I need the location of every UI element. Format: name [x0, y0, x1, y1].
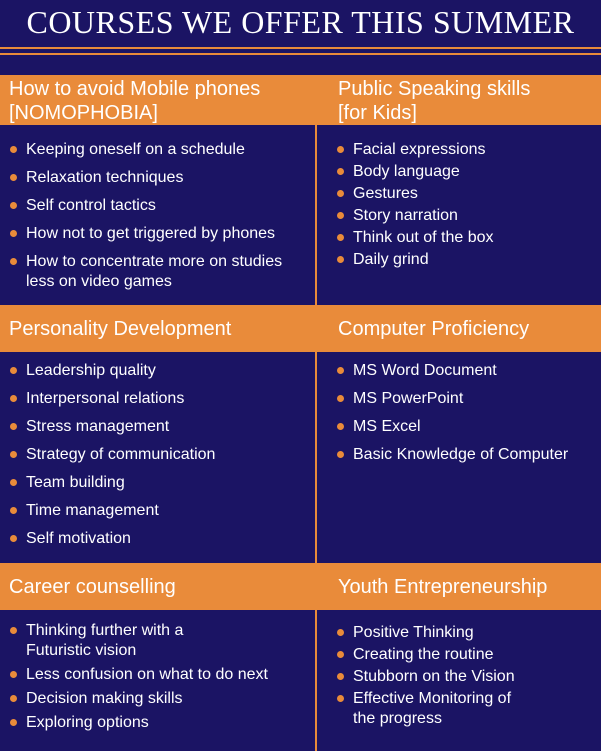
list-item: Basic Knowledge of Computer: [337, 445, 599, 465]
course-list-career: [10, 621, 310, 737]
section-heading-nomophobia: How to avoid Mobile phones [NOMOPHOBIA]: [9, 78, 261, 124]
bullet-icon: [337, 629, 344, 636]
list-item: Strategy of communication: [10, 445, 310, 465]
bullet-icon: [337, 168, 344, 175]
course-list-computer: [337, 361, 599, 473]
bullet-icon: [10, 479, 17, 486]
bullet-icon: [10, 535, 17, 542]
list-item: Gestures: [337, 184, 597, 204]
list-item: Decision making skills: [10, 689, 310, 709]
list-item: Positive Thinking: [337, 623, 599, 643]
bullet-icon: [10, 627, 17, 634]
bullet-icon: [10, 146, 17, 153]
list-item: MS Excel: [337, 417, 599, 437]
list-item: Self control tactics: [10, 196, 310, 216]
section-heading-public-speaking: Public Speaking skills [for Kids]: [338, 78, 531, 124]
course-list-personality: [10, 361, 310, 557]
bullet-icon: [10, 174, 17, 181]
column-divider-top: [315, 125, 317, 305]
bullet-icon: [337, 451, 344, 458]
bullet-icon: [10, 367, 17, 374]
bullet-icon: [337, 256, 344, 263]
list-item: Think out of the box: [337, 228, 597, 248]
bullet-icon: [337, 673, 344, 680]
list-item: Creating the routine: [337, 645, 599, 665]
list-item: Team building: [10, 473, 310, 493]
bullet-icon: [10, 395, 17, 402]
list-item: MS Word Document: [337, 361, 599, 381]
bullet-icon: [337, 212, 344, 219]
list-item: Leadership quality: [10, 361, 310, 381]
page-title: COURSES WE OFFER THIS SUMMER: [26, 4, 575, 40]
course-list-public-speaking: [337, 140, 597, 272]
section-heading-career: Career counselling: [9, 576, 176, 598]
bullet-icon: [10, 423, 17, 430]
section-heading-computer: Computer Proficiency: [338, 318, 530, 340]
bullet-icon: [10, 451, 17, 458]
list-item: Interpersonal relations: [10, 389, 310, 409]
list-item: Time management: [10, 501, 310, 521]
bullet-icon: [10, 230, 17, 237]
list-item: How to concentrate more on studies less on video games: [10, 252, 310, 292]
bullet-icon: [337, 146, 344, 153]
bullet-icon: [337, 367, 344, 374]
list-item: Exploring options: [10, 713, 310, 733]
list-item: Body language: [337, 162, 597, 182]
bullet-icon: [337, 695, 344, 702]
list-item: Stress management: [10, 417, 310, 437]
title-rule-bottom: [0, 53, 601, 55]
list-item: Relaxation techniques: [10, 168, 310, 188]
list-item: Facial expressions: [337, 140, 597, 160]
list-item: Effective Monitoring of the progress: [337, 689, 599, 729]
bullet-icon: [10, 507, 17, 514]
list-item: Self motivation: [10, 529, 310, 549]
bullet-icon: [10, 695, 17, 702]
bullet-icon: [337, 395, 344, 402]
list-item: Less confusion on what to do next: [10, 665, 310, 685]
list-item: Stubborn on the Vision: [337, 667, 599, 687]
bullet-icon: [337, 651, 344, 658]
title-rule-top: [0, 47, 601, 49]
column-divider-bottom: [315, 610, 317, 751]
bullet-icon: [10, 719, 17, 726]
list-item: Daily grind: [337, 250, 597, 270]
course-list-entrepreneurship: [337, 623, 599, 731]
course-list-nomophobia: [10, 140, 310, 300]
list-item: Keeping oneself on a schedule: [10, 140, 310, 160]
bullet-icon: [10, 258, 17, 265]
bullet-icon: [10, 202, 17, 209]
bullet-icon: [337, 423, 344, 430]
section-heading-entrepreneurship: Youth Entrepreneurship: [338, 576, 548, 598]
section-heading-personality: Personality Development: [9, 318, 232, 340]
list-item: MS PowerPoint: [337, 389, 599, 409]
list-item: Story narration: [337, 206, 597, 226]
bullet-icon: [337, 190, 344, 197]
list-item: Thinking further with a Futuristic vision: [10, 621, 310, 661]
column-divider-middle: [315, 352, 317, 563]
bullet-icon: [337, 234, 344, 241]
list-item: How not to get triggered by phones: [10, 224, 310, 244]
bullet-icon: [10, 671, 17, 678]
